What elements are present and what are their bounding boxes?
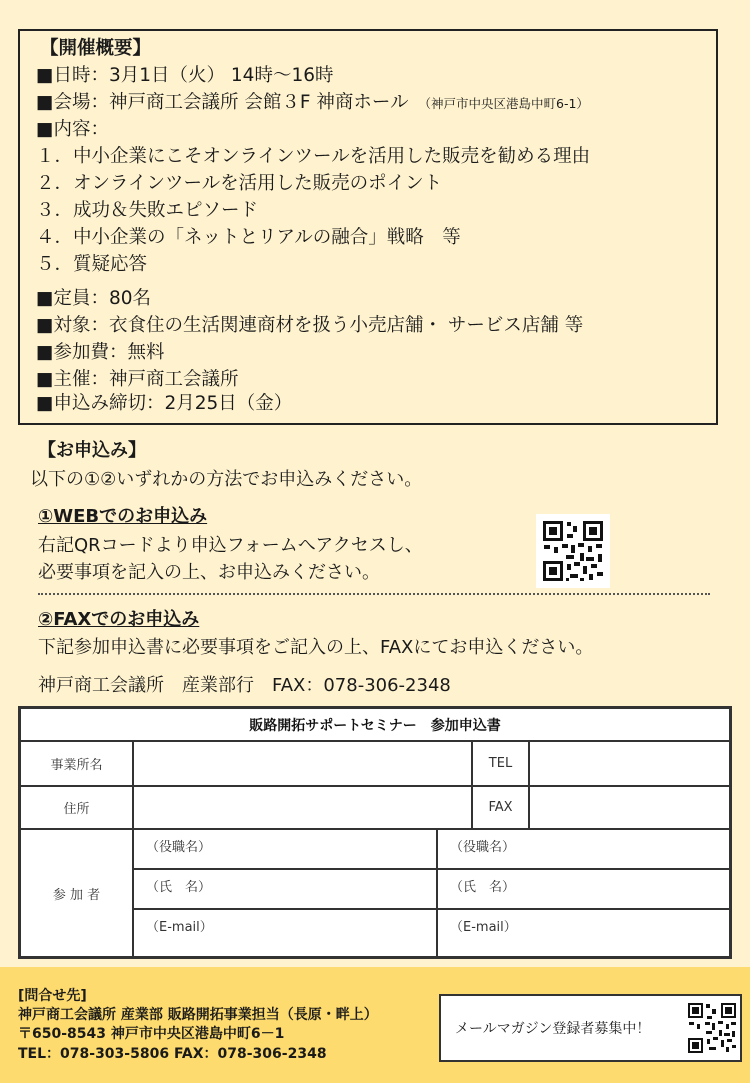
mail-magazine-qr-code[interactable]	[685, 1000, 739, 1056]
participant1-name-field[interactable]	[133, 869, 437, 909]
event-summary-box	[18, 29, 718, 425]
participant-label: 参 加 者	[20, 829, 133, 957]
application-form	[18, 706, 732, 959]
name-hint: （氏 名）	[146, 880, 212, 895]
event-venue	[36, 91, 589, 116]
content-item: ３．成功＆失敗エピソード	[36, 200, 259, 221]
web-apply-line2: 必要事項を記入の上、お申込みください。	[38, 562, 380, 583]
office-name-label: 事業所名	[20, 741, 133, 786]
fax-destination: 神戸商工会議所 産業部行 FAX：078-306-2348	[38, 675, 451, 696]
venue-name: ■会場：神戸商工会議所 会館３F 神商ホール	[36, 92, 409, 113]
web-qr-code[interactable]	[536, 514, 610, 588]
participant2-name-field[interactable]	[437, 869, 730, 909]
qr-code-icon	[685, 1000, 739, 1056]
section-divider	[38, 593, 710, 595]
contact-heading: [問合せ先]	[18, 988, 87, 1004]
name-hint: （氏 名）	[450, 880, 516, 895]
fax-label: FAX	[472, 786, 529, 829]
mail-magazine-box[interactable]	[439, 994, 742, 1062]
event-fee: ■参加費：無料	[36, 342, 165, 363]
participant1-position-field[interactable]	[133, 829, 437, 869]
content-item: ２．オンラインツールを活用した販売のポイント	[36, 173, 443, 194]
address-label: 住所	[20, 786, 133, 829]
event-deadline: ■申込み締切：2月25日（金）	[36, 393, 293, 414]
position-hint: （役職名）	[146, 840, 212, 855]
summary-heading: 【開催概要】	[40, 38, 152, 59]
participant1-email-field[interactable]	[133, 909, 437, 957]
address-field[interactable]	[133, 786, 472, 829]
web-apply-line1: 右記QRコードより申込フォームへアクセスし、	[38, 535, 423, 556]
contact-address: 〒650-8543 神戸市中央区港島中町6－1	[18, 1026, 285, 1042]
event-capacity: ■定員：80名	[36, 288, 152, 309]
contact-phone-fax: TEL：078-303-5806 FAX：078-306-2348	[18, 1046, 327, 1062]
position-hint: （役職名）	[450, 840, 516, 855]
content-label: ■内容：	[36, 119, 109, 140]
tel-label: TEL	[472, 741, 529, 786]
content-item: １．中小企業にこそオンラインツールを活用した販売を勧める理由	[36, 146, 591, 167]
web-apply-title: ①WEBでのお申込み	[38, 506, 208, 527]
event-organizer: ■主催：神戸商工会議所	[36, 369, 239, 390]
fax-field[interactable]	[529, 786, 730, 829]
tel-field[interactable]	[529, 741, 730, 786]
fax-apply-line1: 下記参加申込書に必要事項をご記入の上、FAXにてお申込ください。	[38, 637, 594, 658]
qr-code-icon	[536, 514, 610, 588]
content-item: ５．質疑応答	[36, 254, 148, 275]
participant2-email-field[interactable]	[437, 909, 730, 957]
email-hint: （E-mail）	[450, 920, 517, 935]
contact-footer	[0, 967, 750, 1083]
fax-apply-title: ②FAXでのお申込み	[38, 609, 200, 630]
contact-line1: 神戸商工会議所 産業部 販路開拓事業担当（長原・畔上）	[18, 1007, 378, 1023]
apply-heading: 【お申込み】	[38, 440, 146, 461]
apply-intro: 以下の①②いずれかの方法でお申込みください。	[30, 469, 423, 490]
mail-magazine-text: メールマガジン登録者募集中！	[455, 1021, 651, 1037]
form-title: 販路開拓サポートセミナー 参加申込書	[20, 708, 730, 741]
participant2-position-field[interactable]	[437, 829, 730, 869]
office-name-field[interactable]	[133, 741, 472, 786]
event-date: ■日時：3月1日（火） 14時～16時	[36, 65, 334, 86]
content-item: ４．中小企業の「ネットとリアルの融合」戦略 等	[36, 227, 461, 248]
venue-address: （神戸市中央区港島中町6-1）	[418, 96, 589, 111]
email-hint: （E-mail）	[146, 920, 213, 935]
event-target: ■対象：衣食住の生活関連商材を扱う小売店舗・ サービス店舗 等	[36, 315, 584, 336]
